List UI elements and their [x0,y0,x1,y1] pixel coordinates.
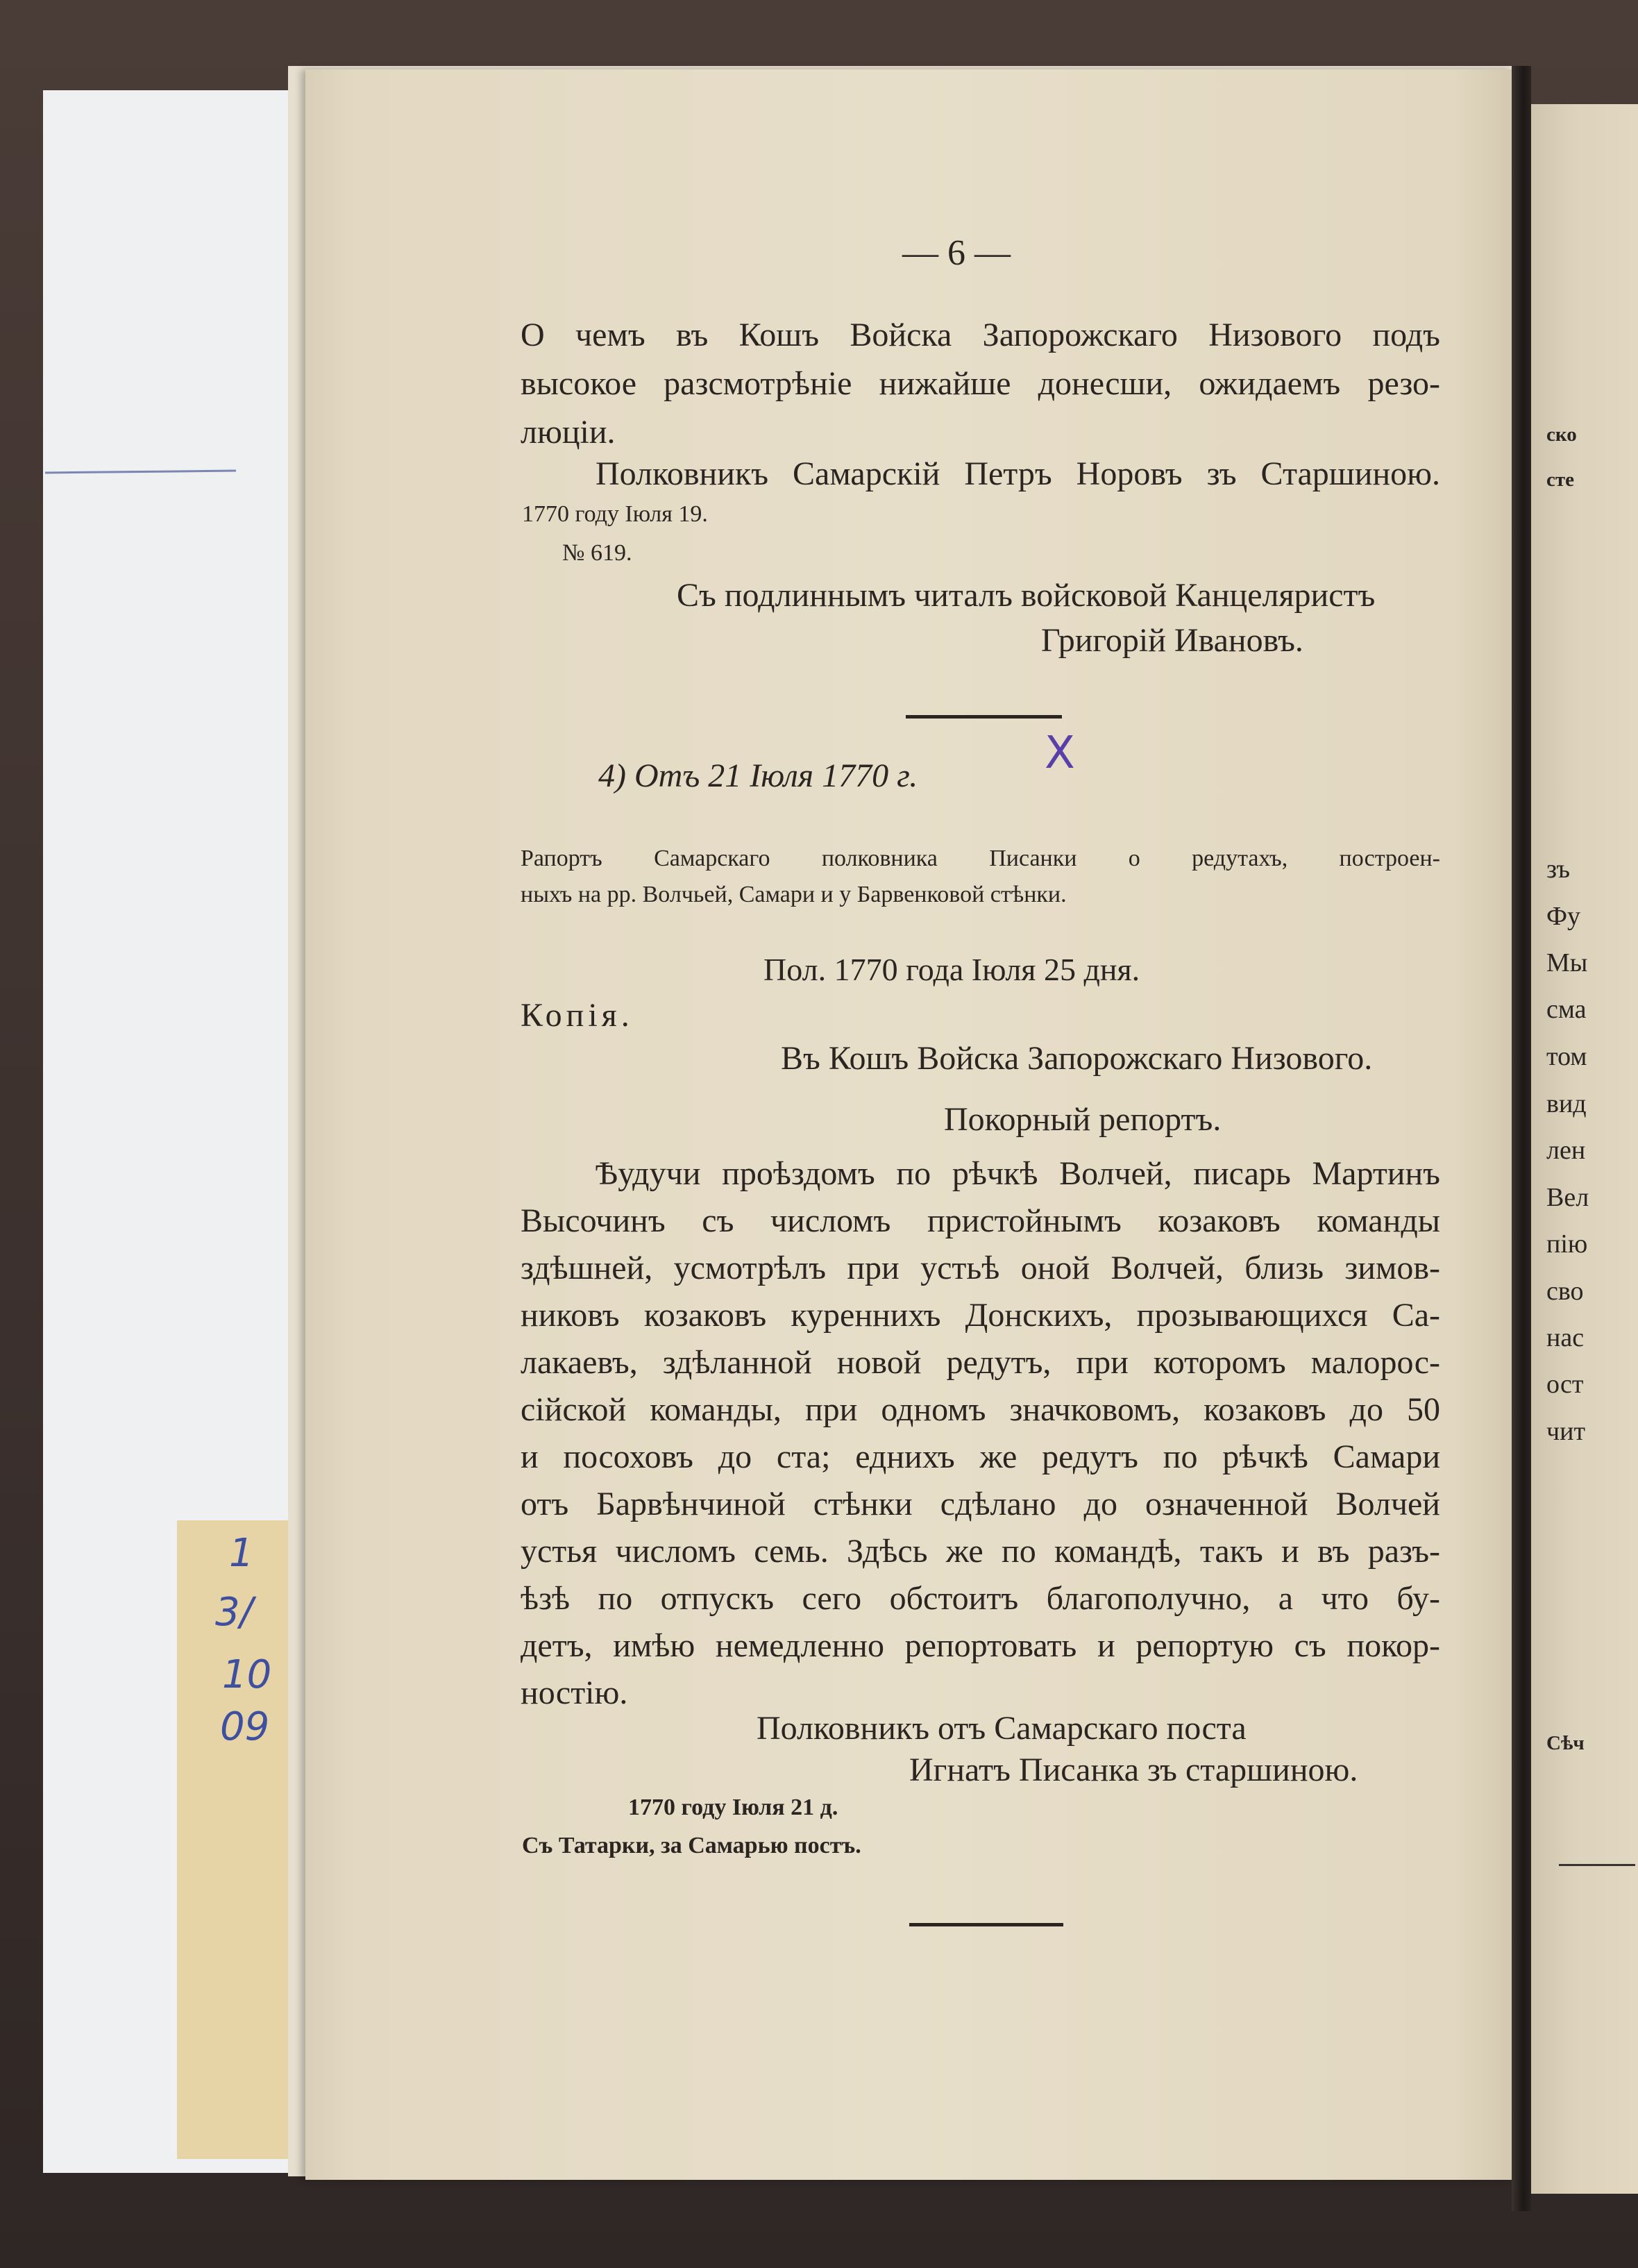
facing-rule [1559,1864,1635,1866]
facing-fragment: сво [1546,1277,1584,1306]
body-line5: лакаевъ, здѣланной новой редутъ, при которомъ малорос- [521,1344,1440,1381]
body-line1: Ѣудучи проѣздомъ по рѣчкѣ Волчей, писарь Мартинъ [596,1155,1440,1192]
facing-fragment: нас [1546,1323,1585,1352]
signature2-line2: Игнатъ Писанка зъ старшиною. [909,1752,1358,1788]
page-number: — 6 — [902,233,1011,273]
signature2-line1: Полковникъ отъ Самарскаго поста [757,1710,1247,1747]
body-line6: сійской команды, при одномъ значковомъ, козаковъ до 50 [521,1391,1440,1428]
body-line8: отъ Барвѣнчиной стѣнки сдѣлано до означенной Волчей [521,1486,1440,1522]
body-last-line: ностію. [521,1674,628,1711]
body-line10: ѣзѣ по отпускъ сего обстоитъ благополучно, а что бу- [521,1580,1440,1617]
facing-fragment: чит [1546,1417,1586,1446]
para1-line1: О чемъ въ Кошъ Войска Запорожскаго Низового подъ [521,317,1440,353]
label-hand-1: 1 [229,1531,254,1576]
facing-fragment: пію [1546,1229,1588,1259]
date1: 1770 году Іюля 19. [522,501,708,527]
facing-fragment: лен [1546,1136,1586,1165]
body-line4: никовъ козаковъ куреннихъ Донскихъ, прозывающихся Са- [521,1297,1440,1334]
place2: Съ Татарки, за Самарью постъ. [522,1833,861,1858]
section-rule [906,715,1062,719]
summary-line1: Рапортъ Самарскаго полковника Писанки о редутахъ, построен- [521,846,1440,871]
section-heading: 4) Отъ 21 Іюля 1770 г. [598,757,918,794]
addressee: Въ Кошъ Войска Запорожскаго Низового. [781,1040,1373,1077]
document-number: № 619. [562,540,632,566]
facing-fragment: ост [1546,1370,1584,1399]
copy-signer: Григорій Ивановъ. [1041,622,1303,659]
summary-line2: ныхъ на рр. Волчьей, Самари и у Барвенковой стѣнки. [521,882,1067,907]
facing-fragment: сте [1546,469,1574,491]
book-spine [1512,66,1531,2211]
facing-fragment: том [1546,1042,1587,1071]
body-line3: здѣшней, усмотрѣлъ при устьѣ оной Волчей, близь зимов- [521,1250,1440,1286]
handwritten-x-mark: X [1045,728,1075,779]
facing-page [1531,104,1638,2194]
label-hand-2: 3/ [215,1590,253,1635]
facing-fragment: ско [1546,423,1577,446]
facing-fragment: вид [1546,1089,1587,1118]
facing-fragment: зъ [1546,855,1571,884]
facing-fragment: Вел [1546,1183,1589,1212]
body-line9: устья числомъ семь. Здѣсь же по командѣ, такъ и въ разъ- [521,1533,1440,1570]
kopia-label: Копія. [521,997,634,1034]
copy-note: Съ подлиннымъ читалъ войсковой Канцеляристъ [677,577,1376,614]
facing-fragment: сма [1546,995,1587,1024]
closing-rule [909,1923,1063,1926]
date2: 1770 году Іюля 21 д. [628,1795,838,1820]
received-date: Пол. 1770 года Іюля 25 дня. [763,952,1140,987]
signature1: Полковникъ Самарскій Петръ Норовъ зъ Старшиною. [596,455,1440,492]
facing-fragment: Фу [1546,902,1581,931]
para1-line2: высокое разсмотрѣніе нижайше донесши, ожидаемъ резо- [521,365,1440,402]
body-line11: детъ, имѣю немедленно репортовать и репортую съ покор- [521,1627,1440,1664]
body-line2: Высочинъ съ числомъ пристойнымъ козаковъ команды [521,1202,1440,1239]
facing-fragment: Сѣч [1546,1732,1585,1754]
label-hand-4: 09 [220,1704,270,1749]
para1-line3: люціи. [521,414,616,451]
facing-fragment: Мы [1546,948,1588,977]
report-title: Покорный репортъ. [944,1101,1222,1138]
body-line7: и посоховъ до ста; еднихъ же редутъ по рѣчкѣ Самари [521,1438,1440,1475]
label-hand-3: 10 [222,1652,272,1697]
